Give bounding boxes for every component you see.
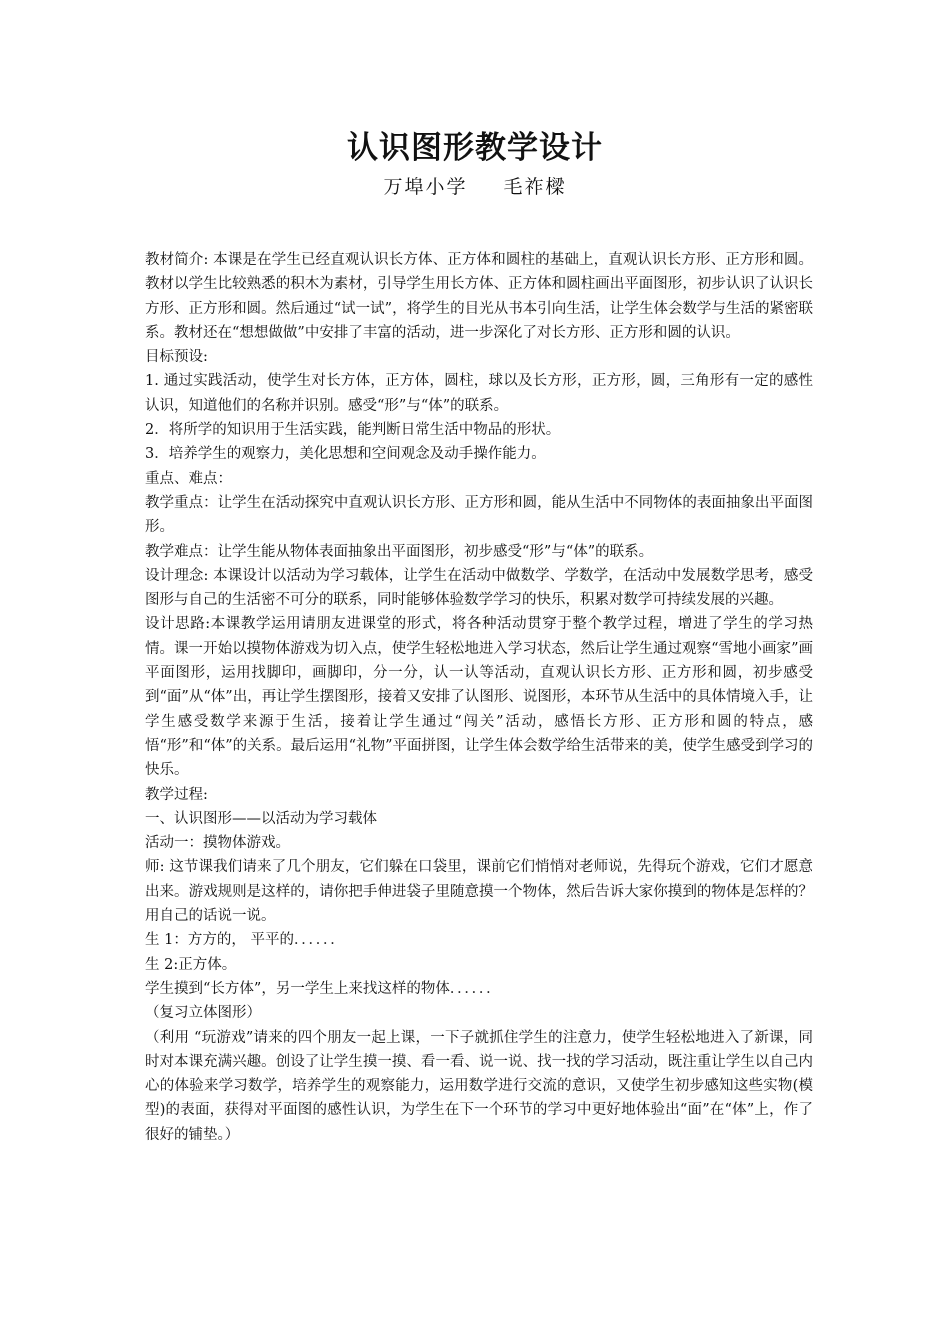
paragraph-section-1: 一、认识图形——以活动为学习载体 — [145, 810, 377, 827]
paragraph-intro: 教材简介: 本课是在学生已经直观认识长方体、正方体和圆柱的基础上，直观认识长方形、正方形和圆。教材以学生比较熟悉的积木为素材，引导学生用长方体、正方体和圆柱画出平面图形，初步认识了认识长方形、正方形和圆。然后通过“试一试”，将学生的目光从书本引向生活，让学生体会数学与生活的紧密联系。教材还在“想想做做”中安排了丰富的活动，进一步深化了对长方形、正方形和圆的认识。 — [145, 252, 813, 341]
paragraph-review: （复习立体图形） — [145, 1005, 261, 1022]
paragraph-goal-2: 2．将所学的知识用于生活实践，能判断日常生活中物品的形状。 — [145, 422, 561, 439]
paragraph-student-cuboid: 学生摸到“长方体”，另一学生上来找这样的物体．．．．．． — [145, 980, 501, 997]
paragraph-student-1: 生 1：方方的， 平平的．．．．．． — [145, 932, 345, 949]
paragraph-goal-3: 3．培养学生的观察力，美化思想和空间观念及动手操作能力。 — [145, 446, 546, 463]
paragraph-commentary: （利用 “玩游戏”请来的四个朋友一起上课，一下子就抓住学生的注意力，使学生轻松地进入了新课，同时对本课充满兴趣。创设了让学生摸一摸、看一看、说一说、找一找的学习活动，既注重让学生以自己内心的体验来学习数学，培养学生的观察能力，运用数学进行交流的意识，又使学生初步感知这些实物(模型)的表面，获得对平面图的感性认识，为学生在下一个环节的学习中更好地体验出“面”在“体”上，作了很好的铺垫。） — [145, 1029, 813, 1143]
paragraph-key-points-heading: 重点、难点： — [145, 470, 232, 487]
paragraph-goal-1: 1. 通过实践活动，使学生对长方体，正方体，圆柱，球以及长方形，正方形，圆，三角形有一定的感性认识，知道他们的名称并识别。感受“形”与“体”的联系。 — [145, 373, 813, 414]
paragraph-difficulty: 教学难点：让学生能从物体表面抽象出平面图形，初步感受“形”与“体”的联系。 — [145, 543, 654, 560]
byline — [0, 174, 950, 200]
page-title: 认识图形教学设计 — [347, 130, 603, 166]
paragraph-key-point: 教学重点：让学生在活动探究中直观认识长方形、正方形和圆，能从生活中不同物体的表面抽象出平面图形。 — [145, 494, 813, 536]
paragraph-teacher: 师: 这节课我们请来了几个朋友，它们躲在口袋里，课前它们悄悄对老师说，先得玩个游戏，它们才愿意出来。游戏规则是这样的，请你把手伸进袋子里随意摸一个物体，然后告诉大家你摸到的物体是怎样的？用自己的话说一说。 — [145, 859, 813, 925]
paragraph-goals-heading: 目标预设: — [145, 349, 208, 366]
school-name: 万埠小学 — [383, 176, 468, 198]
paragraph-activity-1: 活动一：摸物体游戏。 — [145, 835, 290, 852]
document-body — [145, 248, 813, 1147]
paragraph-process-heading: 教学过程: — [145, 786, 208, 803]
paragraph-design-concept: 设计理念: 本课设计以活动为学习载体，让学生在活动中做数学、学数学，在活动中发展数学思考，感受图形与自己的生活密不可分的联系，同时能够体验数学学习的快乐，积累对数学可持续发展的兴趣。 — [145, 567, 813, 609]
paragraph-design-approach: 设计思路:本课教学运用请朋友进课堂的形式，将各种活动贯穿于整个教学过程，增进了学生的学习热情。课一开始以摸物体游戏为切入点，使学生轻松地进入学习状态，然后让学生通过观察“雪地小画家”画平面图形，运用找脚印，画脚印，分一分，认一认等活动，直观认识长方形、正方形和圆，初步感受到“面”从“体”出，再让学生摆图形，接着又安排了认图形、说图形，本环节从生活中的具体情境入手，让学生感受数学来源于生活，接着让学生通过“闯关”活动，感悟长方形、正方形和圆的特点，感悟“形”和“体”的关系。最后运用“礼物”平面拼图，让学生体会数学给生活带来的美，使学生感受到学习的快乐。 — [145, 616, 813, 779]
author-name: 毛祚樑 — [503, 176, 567, 198]
paragraph-student-2: 生 2:正方体。 — [145, 956, 237, 973]
